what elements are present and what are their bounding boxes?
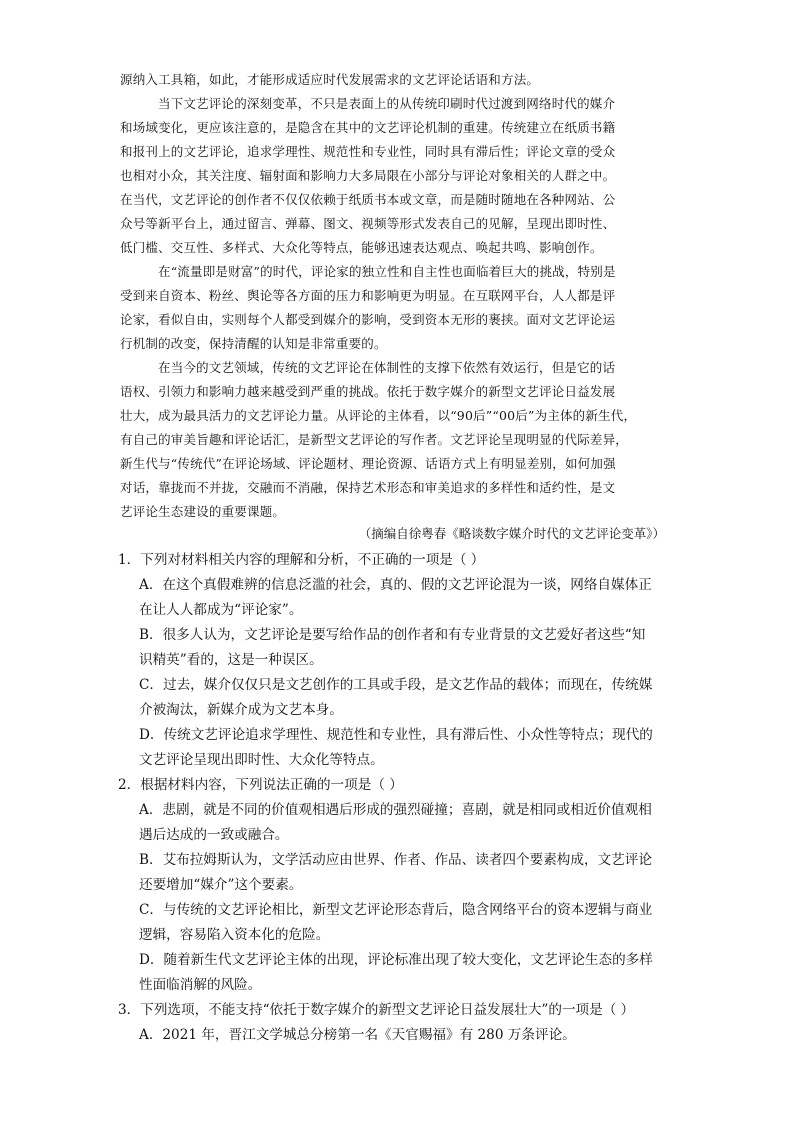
passage-line: 新生代与“传统代”在评论场域、评论题材、理论资源、话语方式上有明显差别，如何加强 bbox=[120, 456, 616, 471]
passage-line: 壮大，成为最具活力的文艺评论力量。从评论的主体看，以“90后”“00后”为主体的新生代， bbox=[120, 408, 637, 423]
answer-option: A．在这个真假难辨的信息泛滥的社会，真的、假的文艺评论混为一谈，网络自媒体正 bbox=[139, 577, 652, 593]
answer-option-continued: 识精英”看的，这是一种误区。 bbox=[139, 652, 323, 668]
passage-line: 众号等新平台上，通过留言、弹幕、图文、视频等形式发表自己的见解，呈现出即时性、 bbox=[120, 216, 616, 231]
answer-option: C．过去，媒介仅仅只是文艺创作的工具或手段，是文艺作品的载体；而现在，传统媒 bbox=[139, 677, 653, 693]
question-stem: 2．根据材料内容，下列说法正确的一项是（ ） bbox=[118, 777, 403, 793]
passage-line: 和场域变化，更应该注意的，是隐含在其中的文艺评论机制的重建。传统建立在纸质书籍 bbox=[120, 120, 616, 135]
answer-option-continued: 在让人人都成为“评论家”。 bbox=[139, 602, 303, 618]
question-stem: 3．下列选项，不能支持“依托于数字媒介的新型文艺评论日益发展壮大”的一项是（ ） bbox=[118, 1002, 635, 1018]
answer-option: C．与传统的文艺评论相比，新型文艺评论形态背后，隐含网络平台的资本逻辑与商业 bbox=[139, 902, 653, 918]
passage-line: 在当代，文艺评论的创作者不仅仅依赖于纸质书本或文章，而是随时随地在各种网站、公 bbox=[120, 192, 616, 207]
passage-line: 在当今的文艺领域，传统的文艺评论在体制性的支撑下依然有效运行，但是它的话 bbox=[158, 360, 616, 375]
answer-option: B．艾布拉姆斯认为，文学活动应由世界、作者、作品、读者四个要素构成，文艺评论 bbox=[139, 852, 652, 868]
answer-option-continued: 性面临消解的风险。 bbox=[139, 977, 262, 993]
passage-line: 和报刊上的文艺评论，追求学理性、规范性和专业性，同时具有滞后性；评论文章的受众 bbox=[120, 144, 616, 159]
passage-line: 行机制的改变，保持清醒的认知是非常重要的。 bbox=[120, 336, 387, 351]
passage-line: 语权、引领力和影响力越来越受到严重的挑战。依托于数字媒介的新型文艺评论日益发展 bbox=[120, 384, 616, 399]
question-stem: 1．下列对材料相关内容的理解和分析，不正确的一项是（ ） bbox=[118, 552, 485, 568]
answer-option-continued: 文艺评论呈现出即时性、大众化等特点。 bbox=[139, 752, 384, 768]
citation: （摘编自徐粤春《略谈数字媒介时代的文艺评论变革》） bbox=[358, 526, 665, 541]
answer-option-continued: 还要增加“媒介”这个要素。 bbox=[139, 877, 303, 893]
passage-line: 有自己的审美旨趣和评论话汇，是新型文艺评论的写作者。文艺评论呈现明显的代际差异， bbox=[120, 432, 629, 447]
passage-line: 当下文艺评论的深刻变革，不只是表面上的从传统印刷时代过渡到网络时代的媒介 bbox=[158, 96, 616, 111]
answer-option: D．随着新生代文艺评论主体的出现，评论标准出现了较大变化，文艺评论生态的多样 bbox=[139, 952, 653, 968]
answer-option: B．很多人认为，文艺评论是要写给作品的创作者和有专业背景的文艺爱好者这些“知 bbox=[139, 627, 646, 643]
passage-line: 艺评论生态建设的重要课题。 bbox=[120, 504, 286, 519]
passage-line: 低门槛、交互性、多样式、大众化等特点，能够迅速表达观点、唤起共鸣、影响创作。 bbox=[120, 240, 603, 255]
answer-option-continued: 遇后达成的一致或融合。 bbox=[139, 827, 289, 843]
passage-line: 对话，靠拢而不并拢，交融而不消融，保持艺术形态和审美追求的多样性和适约性，是文 bbox=[120, 480, 616, 495]
answer-option-continued: 逻辑，容易陷入资本化的危险。 bbox=[139, 927, 330, 943]
passage-line: 源纳入工具箱，如此，才能形成适应时代发展需求的文艺评论话语和方法。 bbox=[120, 72, 540, 87]
answer-option: A．2021 年，晋江文学城总分榜第一名《天官赐福》有 280 万条评论。 bbox=[139, 1027, 576, 1043]
answer-option: D．传统文艺评论追求学理性、规范性和专业性，具有滞后性、小众性等特点；现代的 bbox=[139, 727, 653, 743]
passage-line: 在“流量即是财富”的时代，评论家的独立性和自主性也面临着巨大的挑战，特别是 bbox=[158, 264, 616, 279]
answer-option: A．悲剧，就是不同的价值观相遇后形成的强烈碰撞；喜剧，就是相同或相近价值观相 bbox=[139, 802, 652, 818]
passage-line: 受到来自资本、粉丝、舆论等各方面的压力和影响更为明显。在互联网平台，人人都是评 bbox=[120, 288, 616, 303]
passage-line: 论家，看似自由，实则每个人都受到媒介的影响，受到资本无形的裹挟。面对文艺评论运 bbox=[120, 312, 616, 327]
answer-option-continued: 介被淘汰，新媒介成为文艺本身。 bbox=[139, 702, 343, 718]
passage-line: 也相对小众，其关注度、辐射面和影响力大多局限在小部分与评论对象相关的人群之中。 bbox=[120, 168, 616, 183]
